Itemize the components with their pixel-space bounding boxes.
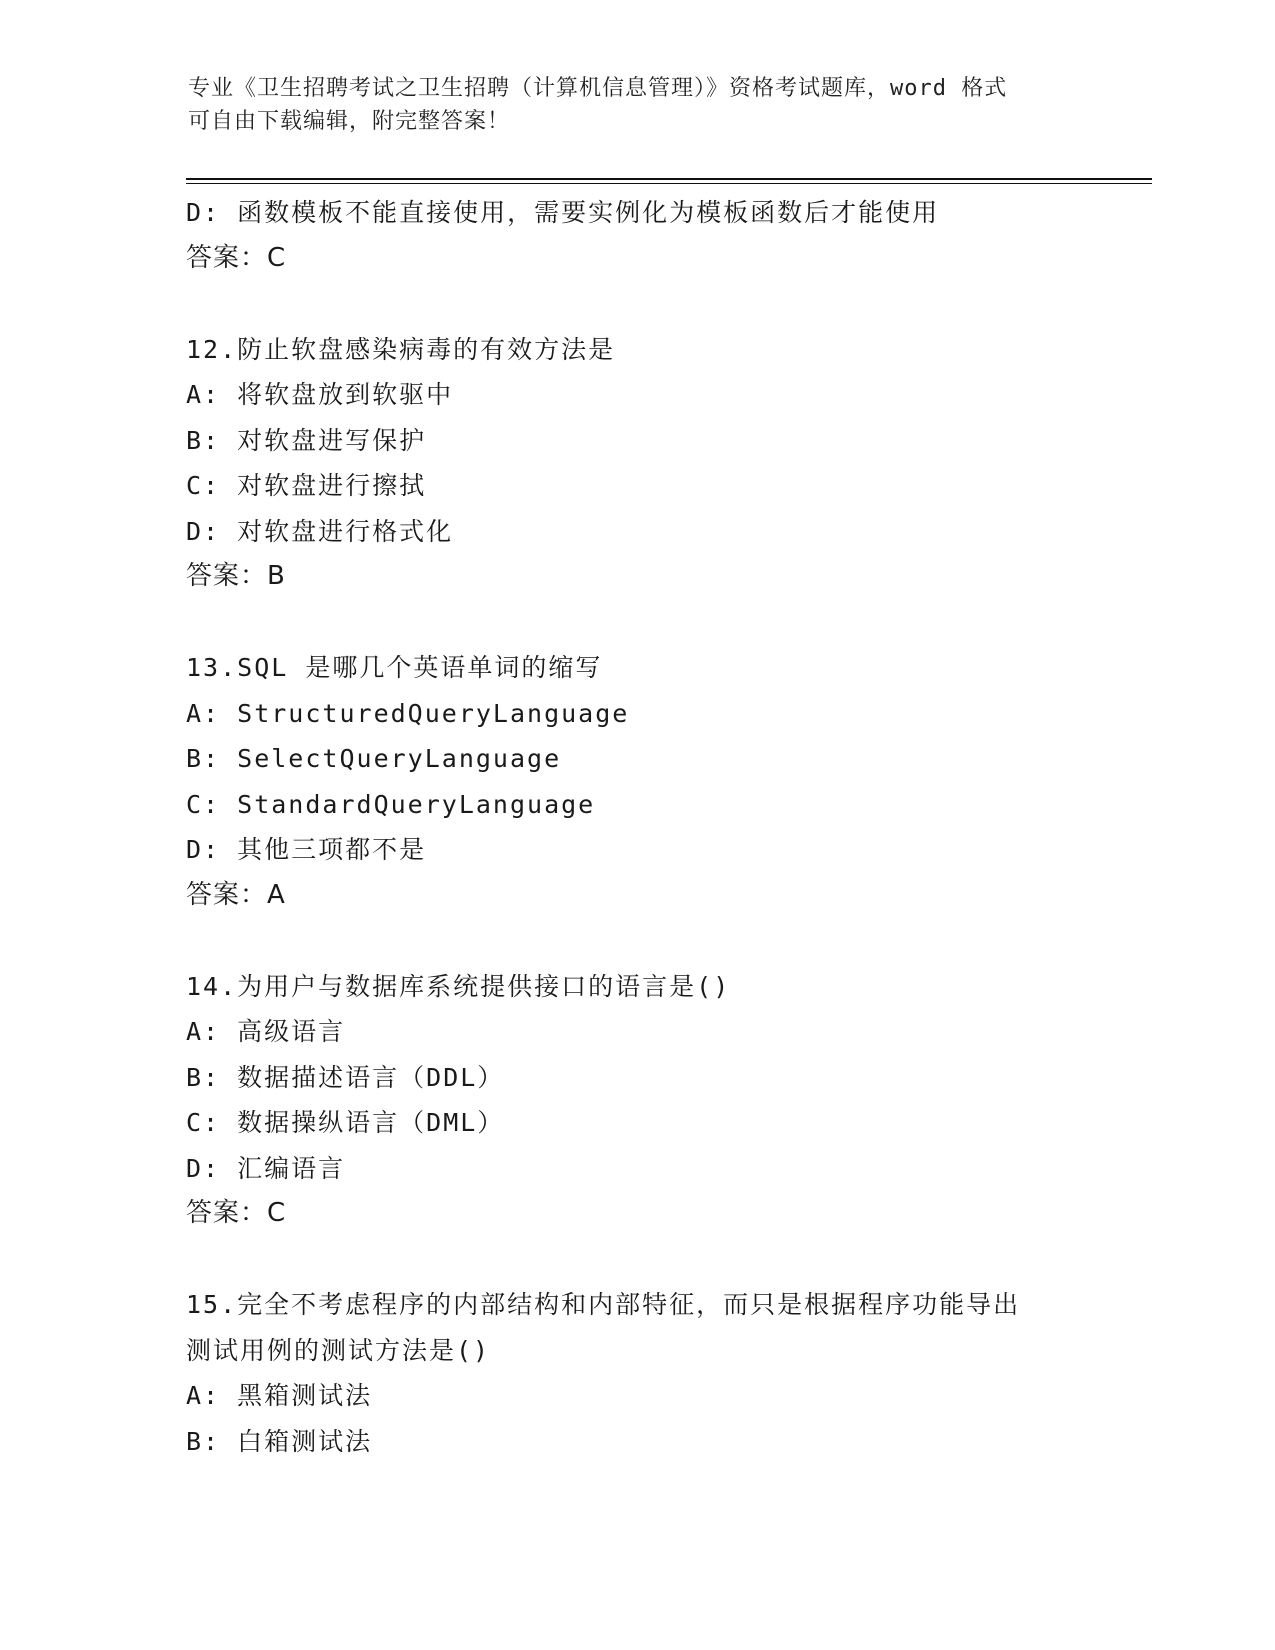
q13-option-d: D: 其他三项都不是 — [186, 835, 427, 864]
q15-question-line-2: 测试用例的测试方法是() — [186, 1335, 491, 1365]
q12-answer: 答案：B — [186, 561, 286, 591]
q13-option-b: B: SelectQueryLanguage — [186, 744, 562, 773]
q14-question: 14.为用户与数据库系统提供接口的语言是() — [186, 971, 731, 1001]
header-divider-thin — [186, 183, 1152, 184]
q11-option-d: D: 函数模板不能直接使用，需要实例化为模板函数后才能使用 — [186, 198, 940, 227]
q15-question-line-1: 15.完全不考虑程序的内部结构和内部特征，而只是根据程序功能导出 — [186, 1290, 1021, 1319]
spacer — [186, 1237, 1086, 1283]
q14-option-b: B: 数据描述语言（DDL） — [186, 1062, 505, 1092]
question-list — [186, 190, 1086, 1464]
q12-option-b: B: 对软盘进写保护 — [186, 425, 427, 455]
q13-question: 13.SQL 是哪几个英语单词的缩写 — [186, 653, 603, 682]
header-title-line-1: 专业《卫生招聘考试之卫生招聘（计算机信息管理）》资格考试题库，word 格式 — [188, 76, 1008, 101]
spacer — [186, 600, 1086, 646]
page-header — [188, 72, 1068, 138]
q14-option-c: C: 数据操纵语言（DML） — [186, 1108, 505, 1137]
q13-option-c: C: StandardQueryLanguage — [186, 789, 596, 819]
q12-question: 12.防止软盘感染病毒的有效方法是 — [186, 334, 616, 364]
q12-option-d: D: 对软盘进行格式化 — [186, 516, 454, 546]
q14-option-d: D: 汇编语言 — [186, 1153, 346, 1183]
q13-answer: 答案：A — [186, 879, 286, 910]
q14-answer: 答案：C — [186, 1198, 287, 1228]
q12-option-a: A: 将软盘放到软驱中 — [186, 380, 454, 409]
spacer — [186, 918, 1086, 964]
q12-option-c: C: 对软盘进行擦拭 — [186, 471, 427, 500]
q13-option-a: A: StructuredQueryLanguage — [186, 698, 630, 728]
header-divider-thick — [186, 178, 1152, 180]
q15-option-b: B: 白箱测试法 — [186, 1426, 373, 1456]
q11-answer: 答案：C — [186, 242, 287, 273]
header-title-line-2: 可自由下载编辑，附完整答案！ — [188, 109, 511, 134]
q15-option-a: A: 黑箱测试法 — [186, 1381, 373, 1410]
q14-option-a: A: 高级语言 — [186, 1017, 346, 1046]
spacer — [186, 281, 1086, 327]
